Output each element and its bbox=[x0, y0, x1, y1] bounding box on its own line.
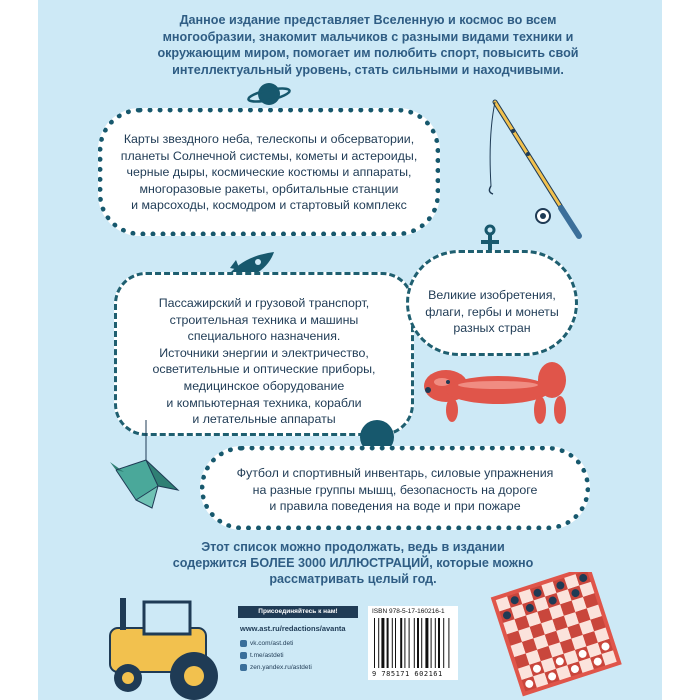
barcode-number: 9 785171 602161 bbox=[372, 670, 443, 678]
inventions-line: разных стран bbox=[453, 321, 531, 336]
space-topics-box bbox=[98, 108, 440, 236]
transport-line: и компьютерная техника, корабли bbox=[166, 395, 362, 410]
barcode-icon bbox=[374, 618, 452, 668]
sport-topics-box bbox=[200, 446, 590, 530]
isbn-label: ISBN 978-5-17-160216-1 bbox=[372, 608, 445, 615]
space-line: черные дыры, космические костюмы и аппараты, bbox=[126, 165, 412, 180]
isbn-barcode-block bbox=[368, 606, 458, 680]
zen-link[interactable]: zen.yandex.ru/astdeti bbox=[240, 664, 312, 671]
transport-line: специального назначения. bbox=[187, 329, 341, 344]
intro-text: Данное издание представляет Вселенную и космос во всем многообразии, знакомит мальчиков с разными видами техники и окружающим миром, помогает им полюбить спорт, повысить свой интеллектуальный уровень, стать сильными и находчивыми. bbox=[157, 13, 579, 77]
sport-line: Футбол и спортивный инвентарь, силовые упражнения bbox=[236, 466, 554, 480]
vk-icon bbox=[240, 640, 247, 647]
space-line: многоразовые ракеты, орбитальные станции bbox=[139, 181, 399, 196]
transport-line: и летательные аппараты bbox=[192, 412, 336, 427]
transport-line: строительная техника и машины bbox=[169, 312, 359, 327]
paper-crane-icon bbox=[106, 420, 186, 516]
transport-line: осветительные и оптические приборы, bbox=[152, 362, 376, 377]
sport-line: и правила поведения на воде и при пожаре bbox=[269, 499, 521, 514]
transport-line: медицинское оборудование bbox=[183, 378, 345, 393]
transport-topics-box bbox=[114, 272, 414, 436]
telegram-icon bbox=[240, 652, 247, 659]
inventions-line: Великие изобретения, bbox=[428, 288, 556, 302]
inventions-box bbox=[406, 250, 578, 356]
balloon-dog-icon bbox=[418, 352, 578, 432]
publisher-site-link[interactable]: www.ast.ru/redactions/avanta bbox=[240, 624, 346, 633]
join-us-label: Присоединяйтесь к нам! bbox=[238, 606, 358, 618]
space-line: планеты Солнечной системы, кометы и астероиды, bbox=[120, 148, 418, 163]
space-line: Карты звездного неба, телескопы и обсерватории, bbox=[123, 132, 415, 146]
telegram-link[interactable]: t.me/astdeti bbox=[240, 652, 284, 659]
outro-text: Этот список можно продолжать, ведь в издании содержится БОЛЕЕ 3000 ИЛЛЮСТРАЦИЙ, которые можно рассматривать целый год. bbox=[172, 540, 534, 587]
zen-icon bbox=[240, 664, 247, 671]
vk-link[interactable]: vk.com/ast.deti bbox=[240, 640, 293, 647]
sport-line: на разные группы мышц, безопасность на дороге bbox=[252, 482, 538, 497]
transport-line: Пассажирский и грузовой транспорт, bbox=[158, 296, 370, 310]
tractor-icon bbox=[98, 588, 228, 700]
transport-line: Источники энергии и электричество, bbox=[159, 345, 369, 360]
inventions-line: флаги, гербы и монеты bbox=[425, 304, 559, 319]
planet-icon bbox=[246, 78, 292, 110]
checkers-board-icon bbox=[490, 572, 630, 700]
back-cover bbox=[38, 0, 662, 700]
space-line: и марсоходы, космодром и стартовый комплекс bbox=[131, 198, 407, 213]
